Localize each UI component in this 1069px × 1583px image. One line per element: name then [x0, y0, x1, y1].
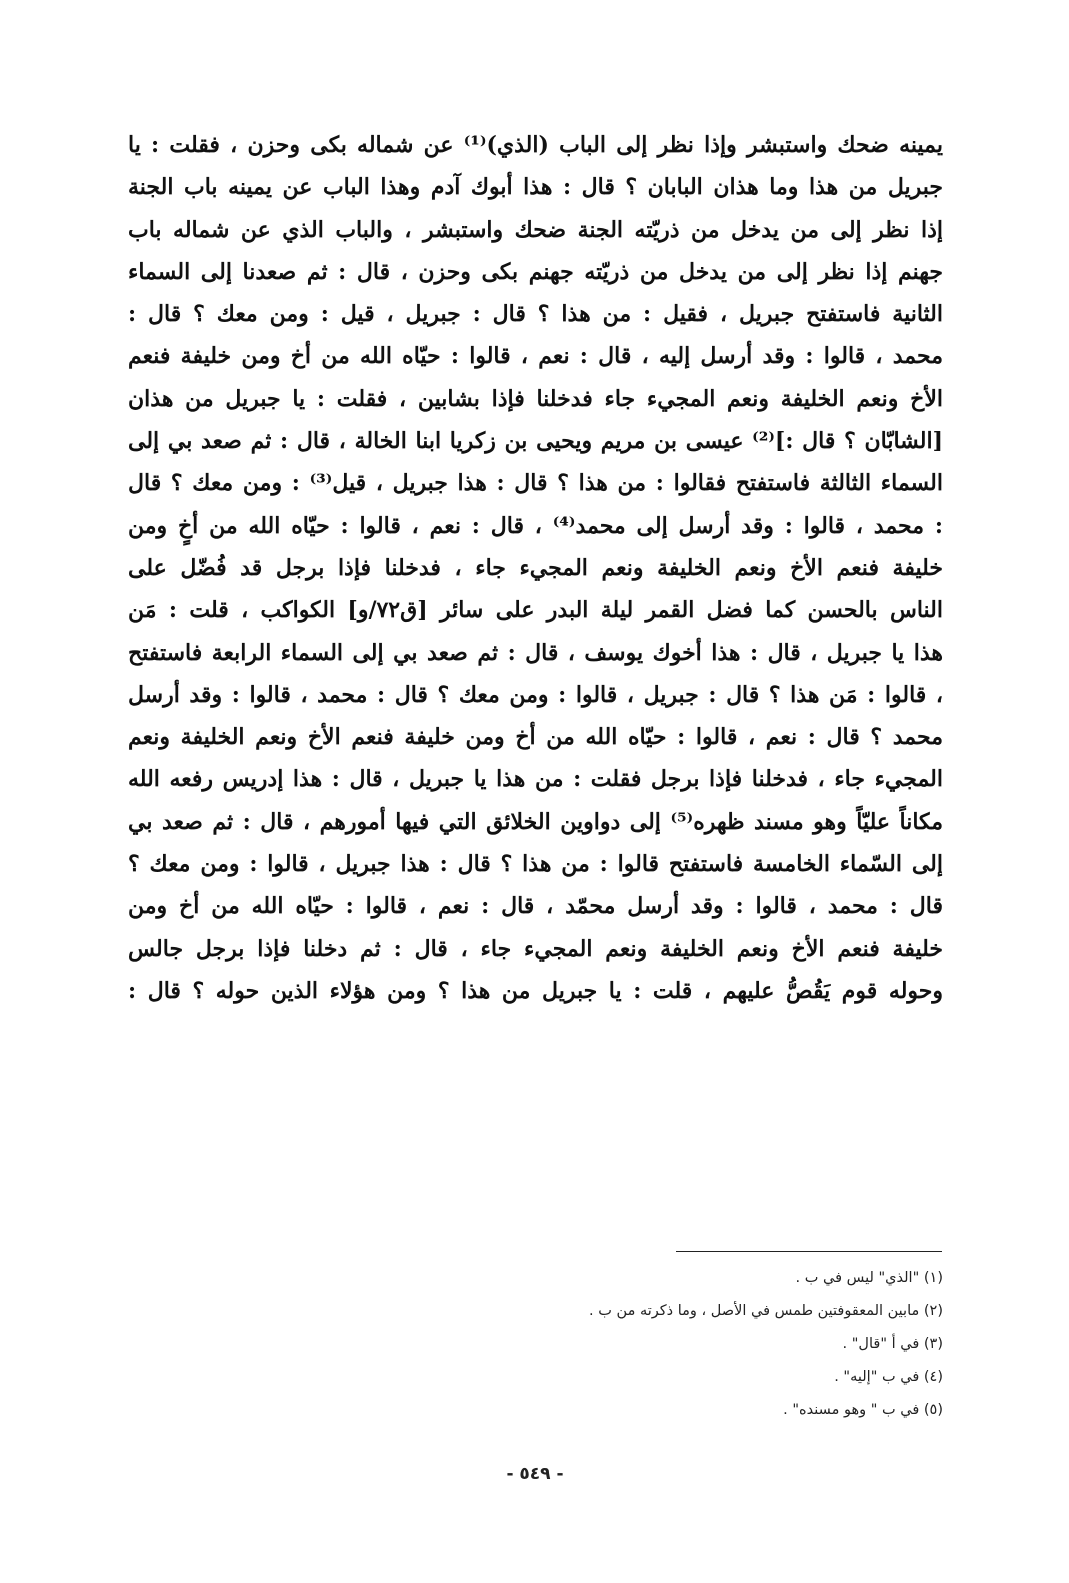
- text-line: إلى السّماء الخامسة فاستفتح قالوا : من هذا ؟ قال : هذا جبريل ، قالوا : ومن معك ؟: [128, 851, 943, 878]
- text-line: خليفة فنعم الأخ ونعم الخليفة ونعم المجيء جاء ، قال : ثم دخلنا فإذا برجل جالس: [128, 935, 943, 962]
- text-line: الناس بالحسن كما فضل القمر ليلة البدر على سائر [ق٧٢/و] الكواكب ، قلت : مَن: [128, 597, 943, 624]
- footnote-2: (٢) مابين المعقوفتين طمس في الأصل ، وما ذكرته من ب .: [589, 1303, 943, 1319]
- text-line: إذا نظر إلى من يدخل من ذريّته الجنة ضحك واستبشر ، والباب الذي عن شماله باب: [128, 216, 943, 243]
- text-line: [الشابّان ؟ قال :]⁽²⁾ عيسى بن مريم ويحيى بن زكريا ابنا الخالة ، قال : ثم صعد بي إلى: [128, 428, 943, 455]
- text-line: قال : محمد ، قالوا : وقد أرسل محمّد ، قال : نعم ، قالوا : حيّاه الله من أخ ومن: [128, 893, 943, 920]
- text-line: جهنم إذا نظر إلى من يدخل من ذريّته جهنم بكى وحزن ، قال : ثم صعدنا إلى السماء: [128, 258, 943, 285]
- footnote-separator: [676, 1251, 942, 1252]
- text-line: محمد ، قالوا : وقد أرسل إليه ، قال : نعم ، قالوا : حيّاه الله من أخ ومن خليفة فنعم: [128, 343, 943, 370]
- text-line: جبريل من هذا وما هذان البابان ؟ قال : هذا أبوك آدم وهذا الباب عن يمينه باب الجنة: [128, 174, 943, 201]
- footnotes: [300, 1262, 943, 1427]
- text-line: خليفة فنعم الأخ ونعم الخليفة ونعم المجيء جاء ، فدخلنا فإذا برجل قد فُضّل على: [128, 554, 943, 581]
- text-line: السماء الثالثة فاستفتح فقالوا : من هذا ؟ قال : هذا جبريل ، قيل⁽³⁾ : ومن معك ؟ قال: [128, 470, 943, 497]
- footnote-1: (١) "الذي" ليس في ب .: [795, 1270, 943, 1286]
- main-text-block: [128, 124, 943, 1012]
- text-line: مكاناً عليّاً وهو مسند ظهره⁽⁵⁾ إلى دواوين الخلائق التي فيها أمورهم ، قال : ثم صعد بي: [128, 808, 943, 835]
- text-line: وحوله قوم يَقُصُّ عليهم ، قلت : يا جبريل من هذا ؟ ومن هؤلاء الذين حوله ؟ قال :: [128, 977, 943, 1004]
- text-line: محمد ؟ قال : نعم ، قالوا : حيّاه الله من أخ ومن خليفة فنعم الأخ ونعم الخليفة ونعم: [128, 724, 943, 751]
- text-line: : محمد ، قالوا : وقد أرسل إلى محمد⁽⁴⁾ ، قال : نعم ، قالوا : حيّاه الله من أخٍ ومن: [128, 512, 943, 539]
- footnote-5: (٥) في ب " وهو مسنده" .: [783, 1402, 943, 1418]
- text-line: الأخ ونعم الخليفة ونعم المجيء جاء فدخلنا فإذا بشابين ، فقلت : يا جبريل من هذان: [128, 385, 943, 412]
- page-number: - ٥٤٩ -: [506, 1464, 564, 1484]
- text-line: هذا يا جبريل ، قال : هذا أخوك يوسف ، قال : ثم صعد بي إلى السماء الرابعة فاستفتح: [128, 639, 943, 666]
- footnote-3: (٣) في أ "قال" .: [842, 1336, 943, 1352]
- text-line: الثانية فاستفتح جبريل ، فقيل : من هذا ؟ قال : جبريل ، قيل : ومن معك ؟ قال :: [128, 301, 943, 328]
- text-line: يمينه ضحك واستبشر وإذا نظر إلى الباب (الذي)⁽¹⁾ عن شماله بكى وحزن ، فقلت : يا: [128, 132, 943, 158]
- text-line: المجيء جاء ، فدخلنا فإذا برجل فقلت : من هذا يا جبريل ، قال : هذا إدريس رفعه الله: [128, 766, 943, 793]
- footnote-4: (٤) في ب "إليه" .: [834, 1369, 943, 1385]
- text-line: ، قالوا : مَن هذا ؟ قال : جبريل ، قالوا : ومن معك ؟ قال : محمد ، قالوا : وقد أرسل: [128, 681, 943, 708]
